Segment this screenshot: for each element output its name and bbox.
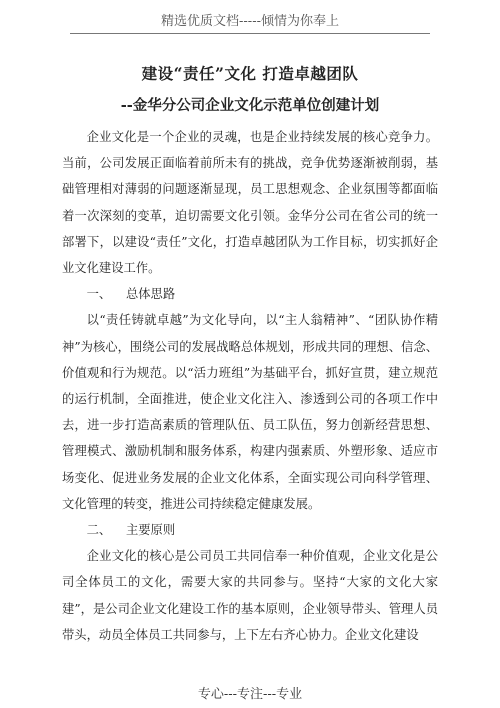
document-title: 建设“责任”文化 打造卓越团队 [141, 64, 359, 83]
page-header: 精选优质文档-----倾情为你奉上 [161, 14, 339, 29]
section-heading-main-principles [62, 517, 438, 543]
section-label: 总体思路 [125, 287, 176, 302]
section-number: 二、 [86, 523, 112, 538]
section-label: 主要原则 [125, 523, 176, 538]
paragraph-intro: 企业文化是一个企业的灵魂，也是企业持续发展的核心竞争力。当前，公司发展正面临着前所未有的挑战，竞争优势逐渐被削弱，基础管理相对薄弱的问题逐渐显现，员工思想观念、企业氛围等都面临着一次深刻的变革，迫切需要文化引领。金华分公司在省公司的统一部署下，以建设“责任”文化，打造卓越团队为工作目标，切实抓好企业文化建设工作。 [62, 130, 438, 276]
section-number: 一、 [86, 287, 112, 302]
document-subtitle: --金华分公司企业文化示范单位创建计划 [120, 97, 380, 114]
document-body [62, 124, 438, 648]
section-heading-overall-approach [62, 281, 438, 307]
paragraph-overall-approach: 以“责任铸就卓越”为文化导向，以“主人翁精神”、“团队协作精神”为核心，围绕公司的发展战略总体规划，形成共同的理想、信念、价值观和行为规范。以“活力班组”为基础平台，抓好宣贯，建立规范的运行机制，全面推进，使企业文化注入、渗透到公司的各项工作中去，进一步打造高素质的管理队伍、员工队伍，努力创新经营思想、管理模式、激励机制和服务体系，构建内强素质、外塑形象、适应市场变化、促进业务发展的企业文化体系，全面实现公司向科学管理、文化管理的转变，推进公司持续稳定健康发展。 [62, 313, 438, 511]
paragraph-main-principles: 企业文化的核心是公司员工共同信奉一种价值观，企业文化是公司全体员工的文化，需要大家的共同参与。坚持“大家的文化大家建”，是公司企业文化建设工作的基本原则，企业领导带头、管理人员带头，动员全体员工共同参与，上下左右齐心协力。企业文化建设 [62, 549, 438, 642]
header-divider [70, 33, 430, 34]
page-footer: 专心---专注---专业 [197, 687, 303, 702]
